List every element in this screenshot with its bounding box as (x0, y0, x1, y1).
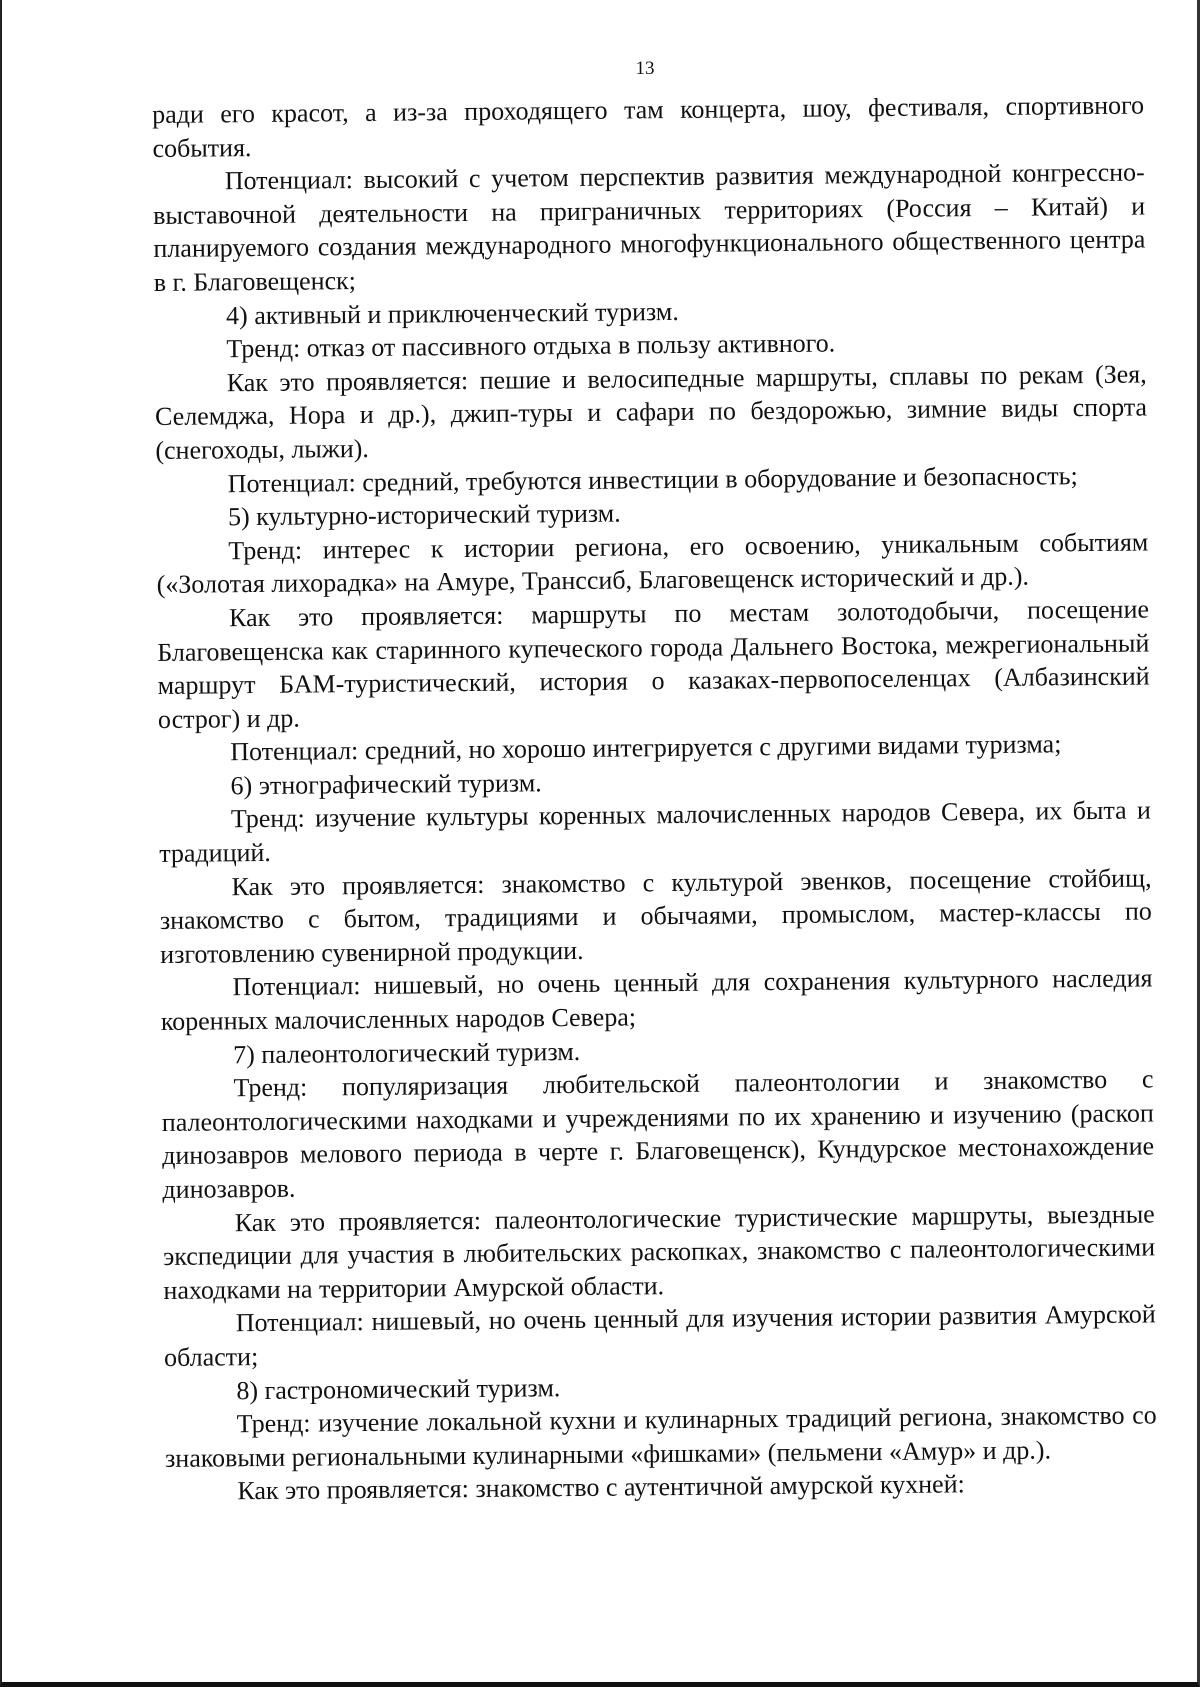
paragraph-trend-gastro: Тренд: изучение локальной кухни и кулинарных традиций региона, знакомство со знаковыми региональными кулинарными «фишками» (пельмени «Амур» и др.). (164, 1400, 1157, 1473)
page-number: 13 (635, 58, 655, 79)
heading-paleo-tourism: 7) палеонтологический туризм. (233, 1036, 581, 1069)
paragraph-continuation: ради его красот, а из-за проходящего там концерта, шоу, фестиваля, спортивного события. (152, 90, 1145, 163)
paragraph-potential-paleo: Потенциал: нишевый, но очень ценный для изучения истории развития Амурской области; (163, 1299, 1156, 1372)
paragraph-manifest-ethno: Как это проявляется: знакомство с культурой эвенков, посещение стойбищ, знакомство с бытом, традициями и обычаями, промыслом, мастер-классы по изготовлению сувенирной продукции. (159, 863, 1152, 969)
document-body (152, 88, 1157, 1508)
paragraph-potential-cultural: Потенциал: средний, но хорошо интегрируется с другими видами туризма; (230, 729, 1062, 767)
paragraph-manifest-paleo: Как это проявляется: палеонтологические туристические маршруты, выездные экспедиции для участия в любительских раскопках, знакомство с палеонтологическими находками на территории Амурской области. (162, 1199, 1156, 1305)
heading-gastro-tourism: 8) гастрономический туризм. (236, 1372, 561, 1405)
heading-cultural-tourism: 5) культурно-исторический туризм. (227, 498, 621, 532)
heading-ethno-tourism: 6) этнографический туризм. (230, 768, 542, 801)
paragraph-trend-cultural: Тренд: интерес к истории региона, его освоению, уникальным событиям («Золотая лихорадка» на Амуре, Транссиб, Благовещенск исторический и др.). (156, 527, 1149, 600)
paragraph-manifest-gastro: Как это проявляется: знакомство с аутентичной амурской кухней: (237, 1469, 965, 1506)
heading-active-tourism: 4) активный и приключенческий туризм. (225, 296, 679, 330)
paragraph-manifest-cultural: Как это проявляется: маршруты по местам золотодобычи, посещение Благовещенска как старинного купеческого города Дальнего Востока, межрегиональный маршрут БАМ-туристический, история о казаках-первопоселенцах (Албазинский острог) и др. (157, 594, 1150, 734)
paragraph-potential-ethno: Потенциал: нишевый, но очень ценный для сохранения культурного наследия коренных малочисленных народов Севера; (160, 963, 1153, 1036)
paragraph-trend-active: Тренд: отказ от пассивного отдыха в пользу активного. (226, 328, 836, 364)
paragraph-manifest-active: Как это проявляется: пешие и велосипедные маршруты, сплавы по рекам (Зея, Селемджа, Нора и др.), джип-туры и сафари по бездорожью, зимние виды спорта (снегоходы, лыжи). (154, 359, 1148, 465)
paragraph-trend-ethno: Тренд: изучение культуры коренных малочисленных народов Севера, их быта и традиций. (159, 795, 1152, 869)
paragraph-potential-active: Потенциал: средний, требуются инвестиции в оборудование и безопасность; (227, 460, 1078, 498)
paragraph-trend-paleo: Тренд: популяризация любительской палеонтологии и знакомство с палеонтологическими находками и учреждениями по их хранению и изучению (раскоп динозавров мелового периода в черте г. Благовещенск), Кундурское местонахождение динозавров. (161, 1064, 1155, 1204)
paragraph-potential-events: Потенциал: высокий с учетом перспектив развития международной конгрессно-выставочной деятельности на приграничных территориях (Россия – Китай) и планируемого создания международного многофункционального общественного центра в г. Благовещенск; (152, 157, 1146, 297)
